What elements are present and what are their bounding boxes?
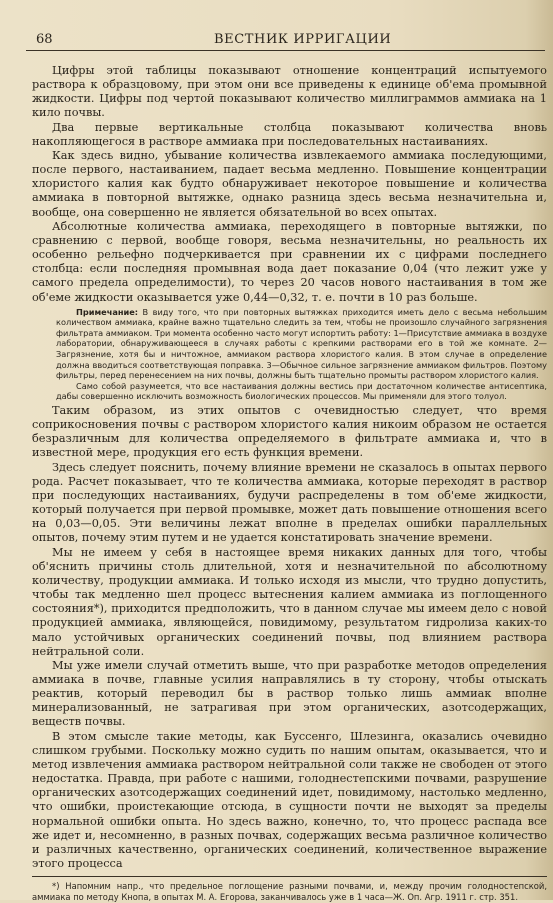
page-number: 68 <box>36 32 53 47</box>
paragraph: Таким образом, из этих опытов с очевидностью следует, что время соприкосновения почвы с раствором хлористого калия никоим образом не остается безразличным для количества определяемого в фильтрате аммиака и, что в известной мере, продукция его есть функция времени. <box>32 404 547 460</box>
paragraph: Как здесь видно, убывание количества извлекаемого аммиака последующими, после первого, настаиванием, падает весьма медленно. Повышение концентрации хлористого калия как будто обнаруживает некоторое повышение и количества аммиака в повторной вытяжке, однако разница здесь весьма незначительна и, вообще, она совершенно не является обязательной во всех опытах. <box>32 148 547 219</box>
paragraph: Мы уже имели случай отметить выше, что при разработке методов определения аммиака в почве, главные усилия направлялись в ту сторону, чтобы отыскать реактив, который переводил бы в раствор только лишь аммиак вполне минерализованный, не затрагивая при этом органических, азотсодержащих, веществ почвы. <box>32 658 547 729</box>
paragraph: Здесь следует пояснить, почему влияние времени не сказалось в опытах первого рода. Расчет показывает, что те количества аммиака, которые переходят в раствор при последующих настаиваниях, будучи распределены в том об'еме жидкости, который получается при первой промывке, может дать повышение отношения всего на 0,03—0,05. Эти величины лежат вполне в пределах ошибки параллельных опытов, почему этим путем и не удается констатировать значение времени. <box>32 460 547 545</box>
paragraph: Абсолютные количества аммиака, переходящего в повторные вытяжки, по сравнению с первой, вообще говоря, весьма незначительны, но реальность их особенно рельефно подчеркивается при сравнении их с цифрами последнего столбца: если последняя промывная вода дает показание 0,04 (что лежит уже у самого предела определимости), то через 20 часов нового настаивания в том же об'еме жидкости оказывается уже 0,44—0,32, т. е. почти в 10 раз больше. <box>32 219 547 304</box>
paragraph: В этом смысле такие методы, как Буссенго, Шлезинга, оказались очевидно слишком грубыми. Поскольку можно судить по нашим опытам, оказывается, что и метод извлечения аммиака раствором нейтральной соли также не свободен от этого недостатка. Правда, при работе с нашими, голоднестепскими почвами, разрушение органических азотсодержащих соединений идет, повидимому, настолько медленно, что ошибки, проистекающие отсюда, в сущности почти не выходят за пределы нормальной ошибки опыта. Но здесь важно, конечно, то, что процесс распада все же идет и, несомненно, в разных почвах, содержащих весьма различное количество и различных качественно, органических соединений, количественное выражение этого процесса <box>32 729 547 870</box>
footnote-divider <box>32 876 547 877</box>
paragraph: Мы не имеем у себя в настоящее время никаких данных для того, чтобы об'яснить причины столь длительной, хотя и незначительной по абсолютному количеству, продукции аммиака. И только исходя из мысли, что трудно допустить, чтобы так медленно шел процесс вытеснения калием аммиака из поглощенного состояния*), приходится предположить, что в данном случае мы имеем дело с новой продукцией аммиака, являющейся, повидимому, результатом гидролиза каких-то мало устойчивых органических соединений почвы, под влиянием раствора нейтральной соли. <box>32 545 547 658</box>
footnote-text: *) Напомним напр., что предельное поглощение разными почвами, и, между прочим голодностепской, аммиака по методу Кнопа, в опытах М. А. Егорова, заканчивалось уже в 1 часа—Ж. Оп. Агр. 1911 г. стр. 351. <box>32 881 547 902</box>
paragraph: Цифры этой таблицы показывают отношение концентраций испытуемого раствора к образцовому, при этом они все приведены к единице об'ема промывной жидкости. Цифры под чертой показывают количество миллиграммов аммиака на 1 кило почвы. <box>32 64 547 120</box>
page-header <box>26 30 545 51</box>
note-label: Примечание: <box>76 306 139 317</box>
note-paragraph: Само собой разумеется, что все настаивания должны вестись при достаточном количестве антисептика, дабы совершенно исключить возможность биологических процессов. Мы применяли для этого толуол. <box>56 380 547 402</box>
running-head: ВЕСТНИК ИРРИГАЦИИ <box>214 32 392 47</box>
note-block <box>56 307 547 402</box>
note-paragraph <box>56 307 547 381</box>
body-text <box>32 64 547 903</box>
paragraph: Два первые вертикальные столбца показывают количества вновь накопляющегося в растворе аммиака при последовательных настаиваниях. <box>32 120 547 148</box>
note-text: В виду того, что при повторных вытяжках приходится иметь дело с весьма небольшим количеством аммиака, крайне важно тщательно следить за тем, чтобы не произошло случайного загрязнения фильтрата аммиаком. Три момента особенно часто могут испортить работу: 1—Присутствие аммиака в воздухе лаборатории, обнаруживающееся в случаях работы с крепкими растворами его в той же комнате. 2—Загрязнение, хотя бы и ничтожное, аммиаком раствора хлористого калия. В этом случае в определение должна вводиться соответствующая поправка. 3—Обычное сильное загрязнение аммиаком фильтров. Поэтому фильтры, перед перенесением на них почвы, должны быть тщательно промыты раствором хлористого калия. <box>56 306 548 381</box>
